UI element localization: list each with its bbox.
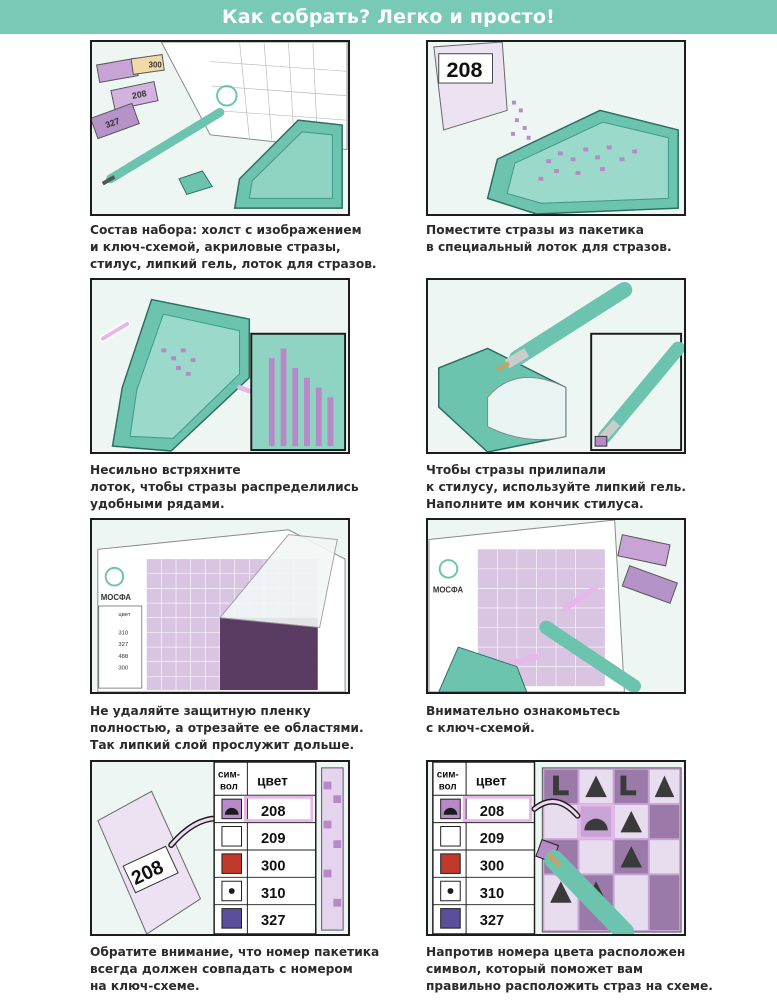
caption-line: правильно расположить страз на схеме. [426, 979, 713, 993]
legend-header-symbol: вол [220, 781, 238, 793]
caption-line: Несильно встряхните [90, 463, 241, 477]
step-2-caption [426, 222, 726, 256]
legend-code: 327 [261, 913, 286, 930]
caption-line: удобными рядами. [90, 497, 225, 511]
step-3-caption [90, 462, 390, 513]
brand-label: МОСФА [100, 593, 132, 603]
packet-number: 208 [128, 856, 167, 890]
mini-legend-header: цвет [118, 611, 131, 618]
legend-header-symbol: сим- [218, 769, 240, 781]
legend-code: 208 [479, 803, 505, 820]
step-5-illustration [90, 518, 350, 694]
legend-code: 300 [261, 858, 286, 875]
mini-legend-code: 488 [118, 653, 129, 660]
caption-line: Поместите стразы из пакетика [426, 223, 644, 237]
step-5-caption [90, 703, 390, 754]
caption-line: Так липкий слой прослужит дольше. [90, 738, 355, 752]
caption-line: с ключ-схемой. [426, 721, 535, 735]
match-packet-number-drawing [92, 762, 348, 934]
read-key-scheme-drawing [428, 520, 684, 692]
legend-code: 208 [261, 803, 286, 820]
legend-code: 300 [479, 858, 505, 875]
caption-line: и ключ-схемой, акриловые стразы, [90, 240, 341, 254]
packet-label: 327 [103, 115, 122, 131]
caption-line: на ключ-схеме. [90, 979, 200, 993]
shake-tray-drawing [92, 280, 348, 452]
caption-line: в специальный лоток для стразов. [426, 240, 672, 254]
pour-rhinestones-drawing [428, 42, 684, 214]
legend-code: 209 [479, 831, 505, 848]
caption-line: Чтобы стразы прилипали [426, 463, 606, 477]
place-by-symbol-drawing [428, 762, 684, 934]
packet-label: 208 [131, 88, 148, 101]
step-1-illustration [90, 40, 350, 216]
caption-line: Наполните им кончик стилуса. [426, 497, 644, 511]
mini-legend-code: 327 [118, 642, 129, 649]
step-4-caption [426, 462, 726, 513]
legend-header-symbol: вол [438, 781, 457, 793]
packet-number: 208 [446, 58, 483, 83]
caption-line: Состав набора: холст с изображением [90, 223, 362, 237]
caption-line: лоток, чтобы стразы распределились [90, 480, 359, 494]
legend-header-color: цвет [257, 773, 288, 789]
step-4-illustration [426, 278, 686, 454]
step-3-illustration [90, 278, 350, 454]
legend-code: 209 [261, 831, 286, 848]
packet-label: 300 [148, 60, 162, 70]
step-6-caption [426, 703, 726, 737]
caption-line: стилус, липкий гель, лоток для стразов. [90, 257, 377, 271]
caption-line: Не удаляйте защитную пленку [90, 704, 311, 718]
caption-line: Обратите внимание, что номер пакетика [90, 945, 380, 959]
mini-legend-code: 310 [118, 630, 129, 637]
legend-code: 327 [479, 913, 505, 930]
legend-header-symbol: сим- [436, 769, 459, 781]
caption-line: символ, который поможет вам [426, 962, 643, 976]
caption-line: всегда должен совпадать с номером [90, 962, 353, 976]
step-8-illustration [426, 760, 686, 936]
step-6-illustration [426, 518, 686, 694]
step-8-caption [426, 944, 726, 995]
step-7-illustration [90, 760, 350, 936]
caption-line: Напротив номера цвета расположен [426, 945, 686, 959]
step-1-caption [90, 222, 390, 273]
step-7-caption [90, 944, 390, 995]
brand-label: МОСФА [432, 585, 464, 595]
legend-header-color: цвет [475, 773, 507, 789]
legend-code: 310 [261, 885, 286, 902]
legend-code: 310 [479, 885, 505, 902]
caption-line: Внимательно ознакомьтесь [426, 704, 621, 718]
protective-film-drawing [92, 520, 348, 692]
caption-line: полностью, а отрезайте ее областями. [90, 721, 364, 735]
stylus-gel-drawing [428, 280, 684, 452]
caption-line: к стилусу, используйте липкий гель. [426, 480, 686, 494]
page-title: Как собрать? Легко и просто! [222, 6, 555, 28]
step-2-illustration [426, 40, 686, 216]
page-header [0, 0, 777, 34]
mini-legend-code: 300 [118, 665, 129, 672]
kit-contents-drawing [92, 42, 348, 214]
